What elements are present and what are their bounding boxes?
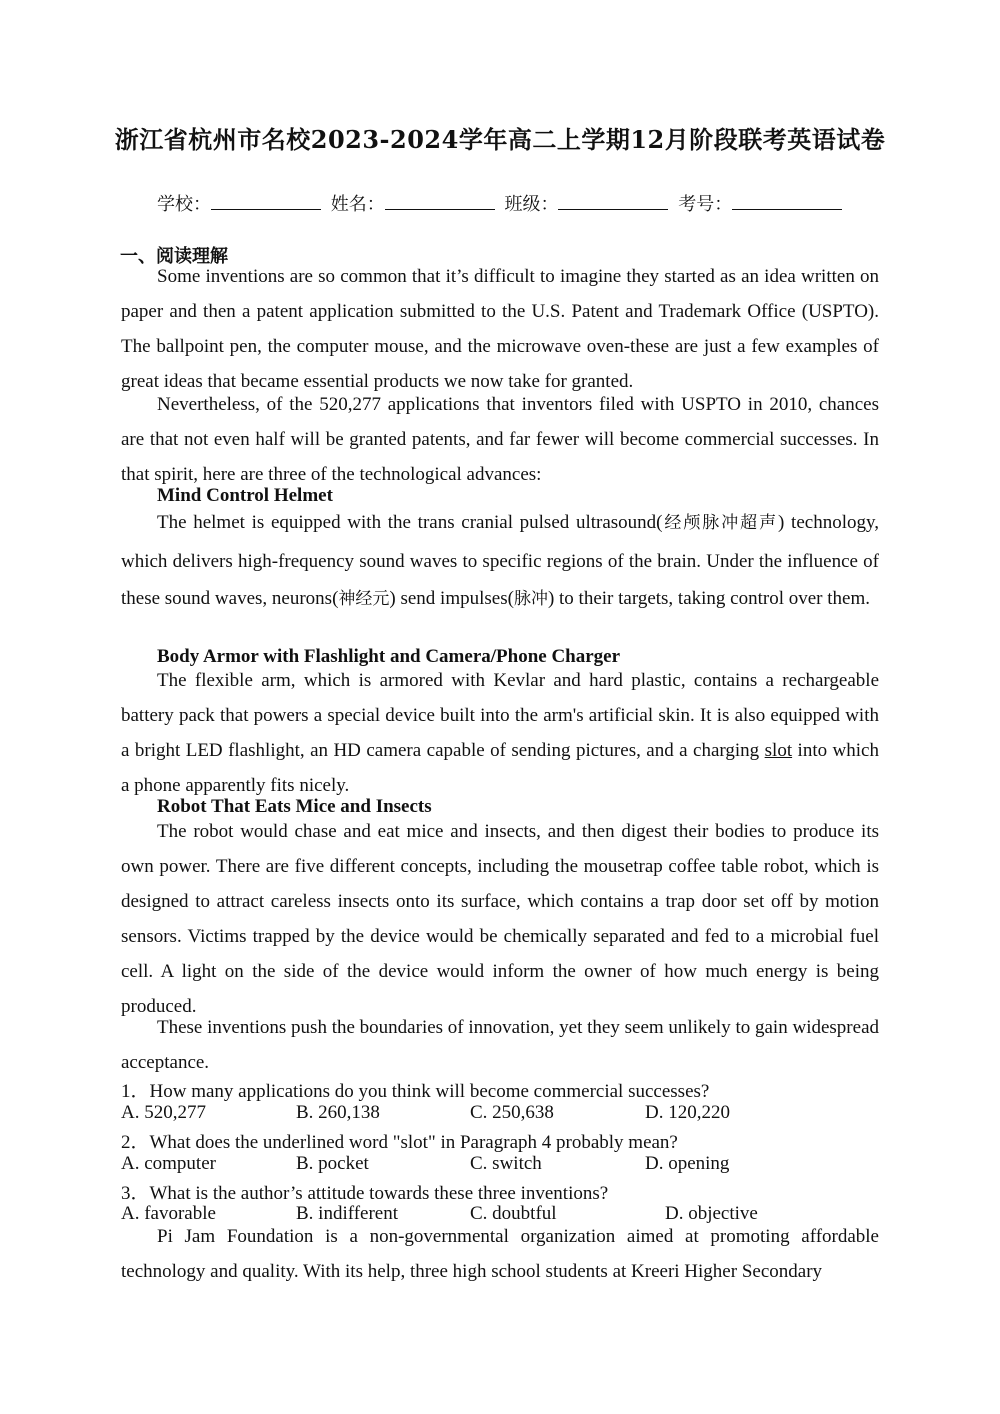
question-2-stem: 2．What does the underlined word "slot" in Paragraph 4 probably mean? xyxy=(121,1132,678,1153)
q3-option-b[interactable]: B. indifferent xyxy=(296,1203,399,1224)
passage1-paragraph-1: Some inventions are so common that it’s difficult to imagine they started as an idea written on paper and then a patent application submitted to the U.S. Patent and Trademark Office (USPTO). The ballpoint pen, the computer mouse, and the microwave oven-these are just a few examples of great ideas that became essential products we now take for granted. xyxy=(121,266,879,392)
class-blank[interactable] xyxy=(558,191,668,210)
p3-text-b: ) technology, which delivers high-frequency sound waves to specific regions of the brain. Under the influence of these sound waves, neurons( xyxy=(121,512,879,609)
p3-text-a: The helmet is equipped with the trans cranial pulsed ultrasound( xyxy=(157,512,663,533)
section-heading: 一、阅读理解 xyxy=(120,246,228,267)
q1-option-a[interactable]: A. 520,277 xyxy=(121,1102,206,1123)
school-label: 学校： xyxy=(157,194,211,215)
q1-option-d[interactable]: D. 120,220 xyxy=(645,1102,730,1123)
student-info-line xyxy=(157,191,877,218)
page-title: 浙江省杭州市名校2023-2024学年高二上学期12月阶段联考英语试卷 xyxy=(114,125,886,154)
subheading-robot: Robot That Eats Mice and Insects xyxy=(157,796,432,817)
passage1-paragraph-2: Nevertheless, of the 520,277 applications that inventors filed with USPTO in 2010, chances are that not even half will be granted patents, and far fewer will become commercial successes. In that spirit, here are three of the technological advances: xyxy=(121,394,879,485)
q2-option-a[interactable]: A. computer xyxy=(121,1153,216,1174)
school-blank[interactable] xyxy=(211,191,321,210)
p4-text-a: The flexible arm, which is armored with Kevlar and hard plastic, contains a rechargeable battery pack that powers a special device built into the arm's artificial skin. It is also equipped with a bright LED flashlight, an HD camera capable of sending pictures, and a charging xyxy=(121,670,879,761)
passage1-paragraph-4 xyxy=(121,663,879,803)
q3-option-c[interactable]: C. doubtful xyxy=(470,1203,557,1224)
q3-option-a[interactable]: A. favorable xyxy=(121,1203,216,1224)
q3-option-d[interactable]: D. objective xyxy=(665,1203,758,1224)
p3-chinese-gloss-2: 神经元 xyxy=(338,589,390,609)
underlined-word-slot: slot xyxy=(764,740,793,761)
q2-option-b[interactable]: B. pocket xyxy=(296,1153,369,1174)
passage1-paragraph-6: These inventions push the boundaries of innovation, yet they seem unlikely to gain widespread acceptance. xyxy=(121,1017,879,1073)
subheading-mind-control-helmet: Mind Control Helmet xyxy=(157,485,333,506)
exam-number-blank[interactable] xyxy=(732,191,842,210)
question-2-options xyxy=(121,1153,881,1179)
question-3-stem: 3．What is the author’s attitude towards these three inventions? xyxy=(121,1183,609,1204)
passage1-paragraph-5: The robot would chase and eat mice and insects, and then digest their bodies to produce its own power. There are five different concepts, including the mousetrap coffee table robot, which is designed to attract careless insects onto its surface, which contains a trap door set off by motion sensors. Victims trapped by the device would be chemically separated and fed to a microbial fuel cell. A light on the side of the device would inform the owner of how much energy is being produced. xyxy=(121,821,879,1017)
passage2-paragraph-1: Pi Jam Foundation is a non-governmental organization aimed at promoting affordable technology and quality. With its help, three high school students at Kreeri Higher Secondary xyxy=(121,1226,879,1282)
p4-text-b: into which a phone apparently fits nicely. xyxy=(121,740,879,796)
p3-text-c: ) send impulses( xyxy=(389,588,514,609)
question-1-options xyxy=(121,1102,881,1128)
passage1-paragraph-3 xyxy=(121,504,879,619)
class-label: 班级： xyxy=(504,194,559,215)
p3-chinese-gloss-3: 脉冲 xyxy=(513,589,548,609)
subheading-body-armor: Body Armor with Flashlight and Camera/Phone Charger xyxy=(157,646,621,667)
name-label: 姓名： xyxy=(330,194,385,215)
name-blank[interactable] xyxy=(385,191,495,210)
q1-option-b[interactable]: B. 260,138 xyxy=(296,1102,380,1123)
q2-option-c[interactable]: C. switch xyxy=(470,1153,542,1174)
q1-option-c[interactable]: C. 250,638 xyxy=(470,1102,554,1123)
exam-number-label: 考号： xyxy=(678,194,733,215)
question-1-stem: 1．How many applications do you think will become commercial successes? xyxy=(121,1081,710,1102)
p3-chinese-gloss-1: 经颅脉冲超声 xyxy=(662,513,779,533)
p3-text-d: ) to their targets, taking control over them. xyxy=(547,588,870,609)
q2-option-d[interactable]: D. opening xyxy=(645,1153,730,1174)
